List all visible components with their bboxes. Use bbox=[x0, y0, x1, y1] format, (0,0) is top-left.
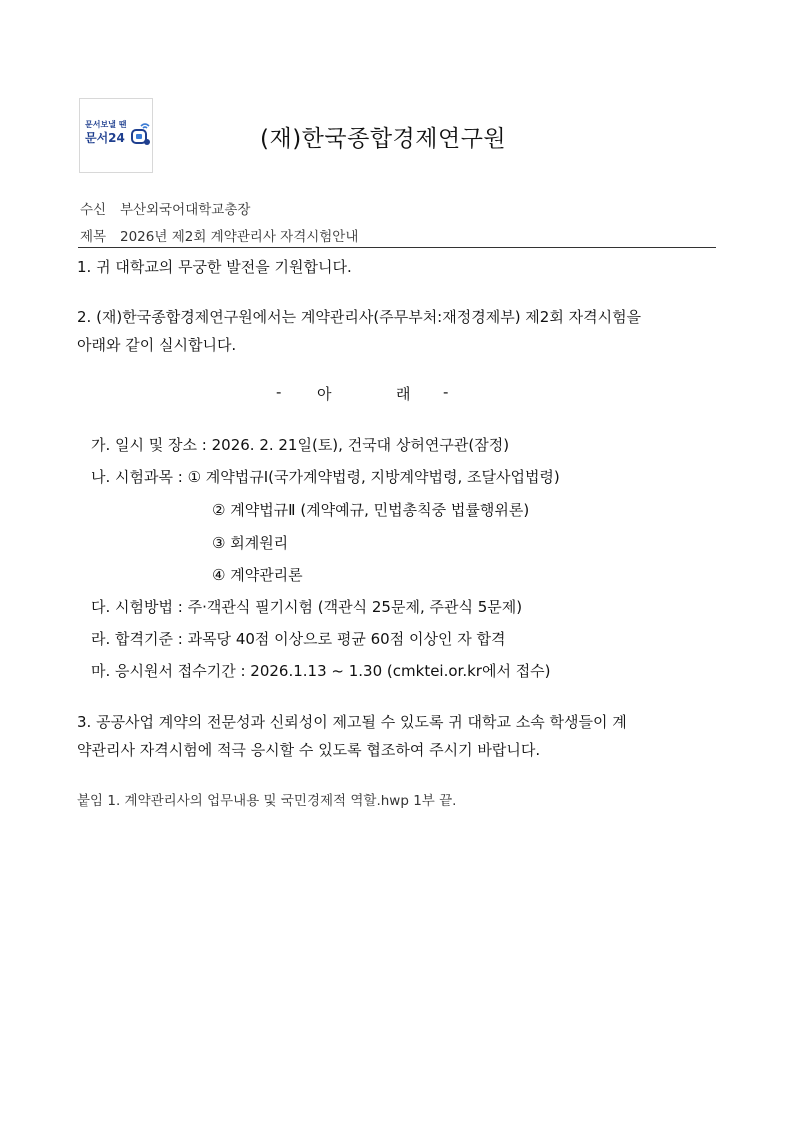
below-heading-dash-right: - bbox=[443, 383, 449, 401]
document24-logo bbox=[79, 98, 153, 173]
item-subject-3: ③ 회계원리 bbox=[212, 534, 289, 552]
below-heading-char-1: 아 bbox=[317, 385, 332, 403]
header-divider bbox=[78, 247, 716, 248]
paragraph-1: 1. 귀 대학교의 무궁한 발전을 기원합니다. bbox=[77, 258, 352, 276]
paragraph-3-line-2: 약관리사 자격시험에 적극 응시할 수 있도록 협조하여 주시기 바랍니다. bbox=[77, 741, 541, 759]
item-ra-criteria: 라. 합격기준 : 과목당 40점 이상으로 평균 60점 이상인 자 합격 bbox=[91, 630, 506, 648]
below-heading-dash-left: - bbox=[276, 383, 282, 401]
logo-tagline: 문서보낼 땐 bbox=[85, 120, 127, 129]
recipient-row bbox=[80, 198, 250, 218]
item-na-subjects: 나. 시험과목 : ① 계약법규Ⅰ(국가계약법령, 지방계약법령, 조달사업법령) bbox=[91, 468, 560, 486]
item-ma-application: 마. 응시원서 접수기간 : 2026.1.13 ~ 1.30 (cmktei.or.kr에서 접수) bbox=[91, 662, 551, 680]
logo-brand: 문서24 bbox=[85, 131, 125, 145]
recipient-label: 수신 bbox=[80, 202, 107, 218]
item-da-method: 다. 시험방법 : 주·객관식 필기시험 (객관식 25문제, 주관식 5문제) bbox=[91, 598, 523, 616]
paragraph-2-line-1: 2. (재)한국종합경제연구원에서는 계약관리사(주무부처:재정경제부) 제2회 자격시험을 bbox=[77, 308, 642, 326]
logo-text bbox=[85, 121, 129, 144]
paragraph-2-line-2: 아래와 같이 실시합니다. bbox=[77, 336, 237, 354]
subject-label: 제목 bbox=[80, 229, 107, 245]
attachment-line: 붙임 1. 계약관리사의 업무내용 및 국민경제적 역할.hwp 1부 끝. bbox=[77, 793, 457, 809]
organization-title: (재)한국종합경제연구원 bbox=[260, 126, 507, 152]
mailbox-mouse-icon bbox=[129, 121, 151, 147]
subject-row bbox=[80, 225, 358, 245]
below-heading-char-2: 래 bbox=[396, 385, 411, 403]
subject-value: 2026년 제2회 계약관리사 자격시험안내 bbox=[120, 229, 359, 245]
paragraph-3-line-1: 3. 공공사업 계약의 전문성과 신뢰성이 제고될 수 있도록 귀 대학교 소속 학생들이 계 bbox=[77, 713, 627, 731]
recipient-value: 부산외국어대학교총장 bbox=[120, 202, 251, 218]
item-ga-date-place: 가. 일시 및 장소 : 2026. 2. 21일(토), 건국대 상허연구관(잠정) bbox=[91, 436, 510, 454]
item-subject-2: ② 계약법규Ⅱ (계약예규, 민법총칙중 법률행위론) bbox=[212, 501, 530, 519]
item-subject-4: ④ 계약관리론 bbox=[212, 566, 303, 584]
